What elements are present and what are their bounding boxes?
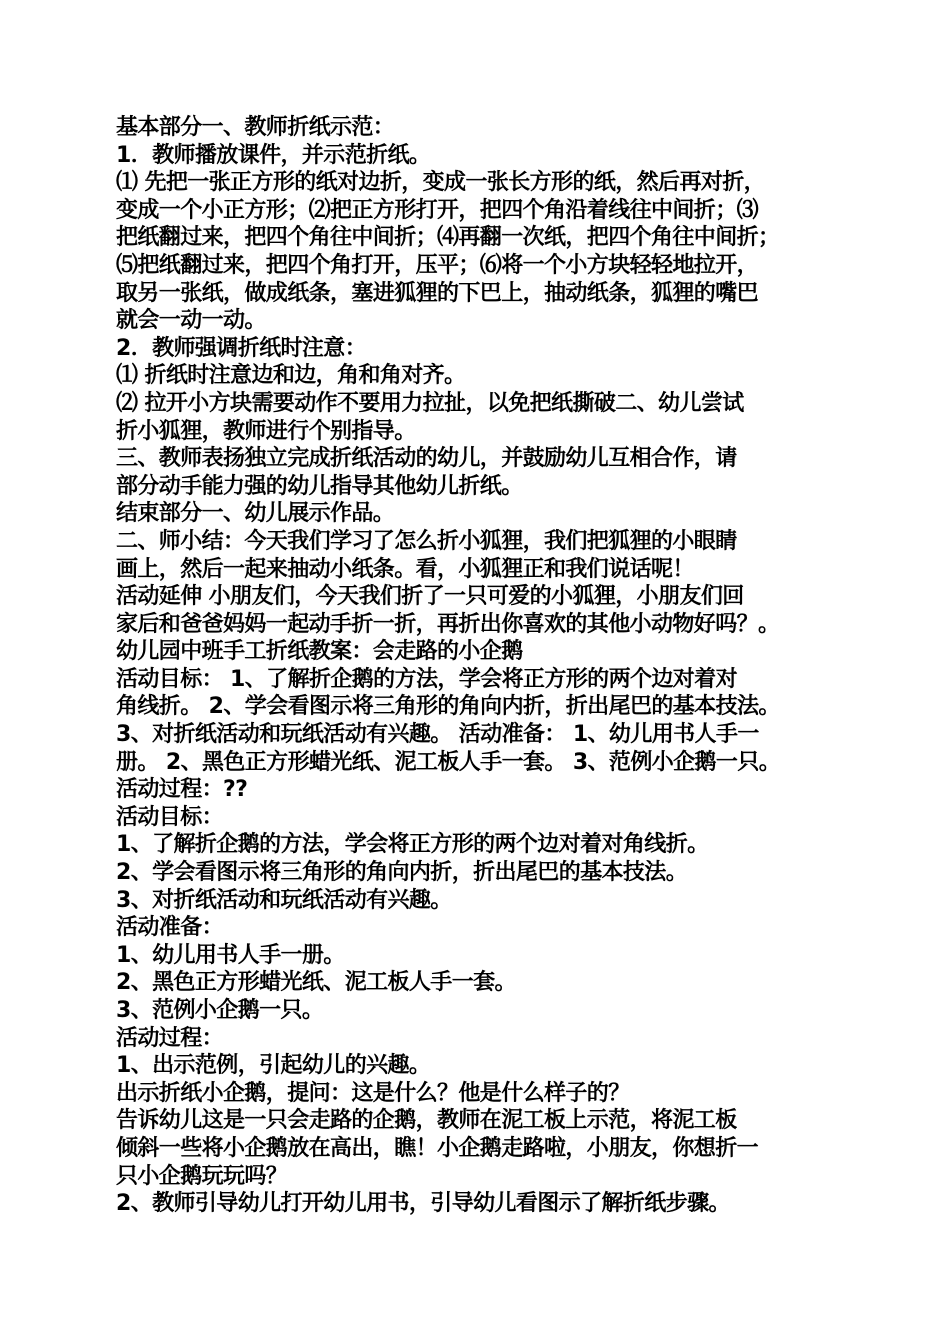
text-line: 告诉幼儿这是一只会走路的企鹅，教师在泥工板上示范，将泥工板	[116, 1108, 737, 1134]
text-line: 变成一个小正方形；⑵把正方形打开，把四个角沿着线往中间折；⑶	[116, 197, 759, 223]
text-line: 只小企鹅玩玩吗？	[116, 1163, 288, 1189]
text-line: 倾斜一些将小企鹅放在高出，瞧！小企鹅走路啦，小朋友，你想折一	[116, 1135, 759, 1161]
text-line: 画上，然后一起来抽动小纸条。看，小狐狸正和我们说话呢！	[116, 556, 694, 582]
text-line: ⑸把纸翻过来，把四个角打开，压平；⑹将一个小方块轻轻地拉开，	[116, 252, 759, 278]
text-line: 2．教师强调折纸时注意：	[116, 335, 367, 361]
text-line: 活动准备：	[116, 915, 224, 941]
text-line: 活动目标： 1、了解折企鹅的方法，学会将正方形的两个边对着对	[116, 666, 737, 692]
text-line: 3、对折纸活动和玩纸活动有兴趣。 活动准备： 1、幼儿用书人手一	[116, 722, 759, 748]
text-line: 1、幼儿用书人手一册。	[116, 942, 345, 968]
text-line: 家后和爸爸妈妈一起动手折一折，再折出你喜欢的其他小动物好吗？。	[116, 611, 780, 637]
text-line: 基本部分一、教师折纸示范：	[116, 115, 395, 140]
text-line: 二、师小结：今天我们学习了怎么折小狐狸，我们把狐狸的小眼睛	[116, 528, 737, 554]
text-line: 1、出示范例，引起幼儿的兴趣。	[116, 1053, 431, 1079]
text-line: 部分动手能力强的幼儿指导其他幼儿折纸。	[116, 473, 523, 499]
text-line: 册。 2、黑色正方形蜡光纸、泥工板人手一套。 3、范例小企鹅一只。	[116, 749, 781, 775]
text-line: 三、教师表扬独立完成折纸活动的幼儿，并鼓励幼儿互相合作，请	[116, 446, 737, 472]
text-line: 活动过程：??	[116, 777, 248, 803]
text-line: 1．教师播放课件，并示范折纸。	[116, 142, 431, 168]
text-line: 活动过程：	[116, 1025, 224, 1051]
text-line: ⑴ 折纸时注意边和边，角和角对齐。	[116, 363, 466, 389]
text-line: 角线折。 2、学会看图示将三角形的角向内折，折出尾巴的基本技法。	[116, 694, 780, 720]
text-line: 幼儿园中班手工折纸教案：会走路的小企鹅	[116, 639, 523, 665]
text-line: 就会一动一动。	[116, 308, 266, 334]
text-line: 2、教师引导幼儿打开幼儿用书，引导幼儿看图示了解折纸步骤。	[116, 1191, 730, 1217]
text-line: 活动延伸 小朋友们，今天我们折了一只可爱的小狐狸，小朋友们回	[116, 584, 744, 610]
text-line: 活动目标：	[116, 804, 224, 830]
text-line: 结束部分一、幼儿展示作品。	[116, 501, 395, 527]
text-line: 把纸翻过来，把四个角往中间折；⑷再翻一次纸，把四个角往中间折；	[116, 225, 780, 251]
text-line: 出示折纸小企鹅，提问：这是什么？他是什么样子的？	[116, 1080, 630, 1106]
text-line: 2、学会看图示将三角形的角向内折，折出尾巴的基本技法。	[116, 860, 688, 886]
document-body	[116, 114, 846, 1218]
text-line: 3、范例小企鹅一只。	[116, 998, 324, 1023]
text-line: ⑴ 先把一张正方形的纸对边折，变成一张长方形的纸，然后再对折，	[116, 170, 766, 196]
text-line: 取另一张纸，做成纸条，塞进狐狸的下巴上，抽动纸条，狐狸的嘴巴	[116, 280, 759, 306]
text-line: 1、了解折企鹅的方法，学会将正方形的两个边对着对角线折。	[116, 832, 709, 858]
text-line: 3、对折纸活动和玩纸活动有兴趣。	[116, 887, 452, 913]
text-line: 2、黑色正方形蜡光纸、泥工板人手一套。	[116, 970, 516, 996]
text-line: 折小狐狸，教师进行个别指导。	[116, 418, 416, 444]
text-line: ⑵ 拉开小方块需要动作不要用力拉扯，以免把纸撕破二、幼儿尝试	[116, 390, 744, 416]
